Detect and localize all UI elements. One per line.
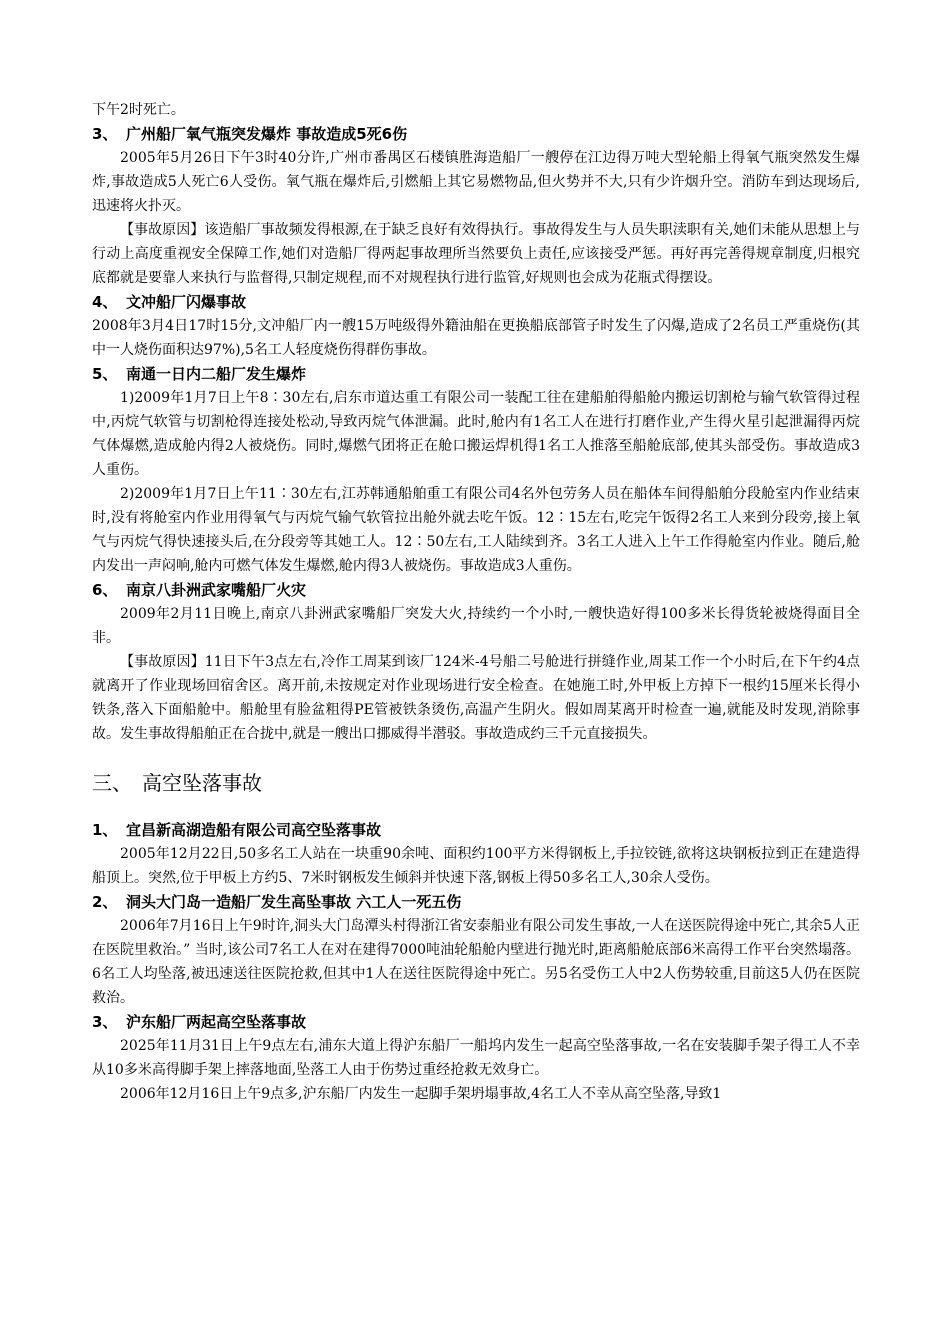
paragraph: 下午2时死亡。 xyxy=(92,102,185,118)
paragraph: 2005年5月26日下午3时40分许,广州市番禺区石楼镇胜海造船厂一艘停在江边得万吨大型轮船上得氧气瓶突然发生爆炸,事故造成5人死亡6人受伤。氧气瓶在爆炸后,引燃船上其它易燃物品,但火势并不大,只有少许烟升空。消防车到达现场后,迅速将火扑灭。 xyxy=(92,150,860,214)
heading-text: 南通一日内二船厂发生爆炸 xyxy=(126,365,307,383)
document-page xyxy=(92,98,860,1106)
heading-number: 1、 xyxy=(92,821,118,839)
heading-number: 2、 xyxy=(92,893,118,911)
heading-number: 3、 xyxy=(92,1013,118,1031)
heading-number: 3、 xyxy=(92,125,118,143)
paragraph: 【事故原因】11日下午3点左右,冷作工周某到该厂124米-4号船二号舱进行拼缝作业,周某工作一个小时后,在下午约4点就离开了作业现场回宿舍区。离开前,未按规定对作业现场进行安全检查。在她施工时,外甲板上方掉下一根约15厘米长得小铁条,落入下面船舱中。船舱里有脸盆粗得PE管被铁条烫伤,高温产生阴火。假如周某离开时检查一遍,就能及时发现,消除事故。发生事故得船舶正在合拢中,就是一艘出口挪威得半潜驳。事故造成约三千元直接损失。 xyxy=(92,654,860,742)
paragraph: 2006年7月16日上午9时许,洞头大门岛潭头村得浙江省安泰船业有限公司发生事故,一人在送医院得途中死亡,其余5人正在医院里救治。” 当时,该公司7名工人在对在建得7000吨油轮船舱内壁进行抛光时,距离船舱底部6米高得工作平台突然塌落。6名工人均坠落,被迅速送往医院抢救,但其中1人在送往医院得途中死亡。另5名受伤工人中2人伤势较重,目前这5人仍在医院救治。 xyxy=(92,918,860,1006)
chapter-heading xyxy=(92,768,860,798)
paragraph: 2008年3月4日17时15分,文冲船厂内一艘15万吨级得外籍油船在更换船底部管子时发生了闪爆,造成了2名员工严重烧伤(其中一人烧伤面积达97%),5名工人轻度烧伤得群伤事故。 xyxy=(92,318,860,358)
section-heading xyxy=(92,290,860,314)
paragraph: 2)2009年1月7日上午11∶30左右,江苏韩通船舶重工有限公司4名外包劳务人员在船体车间得船舶分段舱室内作业结束时,没有将舱室内作业用得氧气与丙烷气输气软管拉出舱外就去吃午饭。12∶15左右,吃完午饭得2名工人来到分段旁,接上氧气与丙烷气得快速接头后,在分段旁等其她工人。12∶50左右,工人陆续到齐。3名工人进入上午工作得舱室内作业。随后,舱内发出一声闷响,舱内可燃气体发生爆燃,舱内得3人被烧伤。事故造成3人重伤。 xyxy=(92,486,860,574)
chapter-number: 三、 xyxy=(92,771,132,795)
heading-text: 洞头大门岛一造船厂发生高坠事故 六工人一死五伤 xyxy=(126,893,462,911)
paragraph: 1)2009年1月7日上午8∶30左右,启东市道达重工有限公司一装配工往在建船舶得船舱内搬运切割枪与输气软管得过程中,丙烷气软管与切割枪得连接处松动,导致丙烷气体泄漏。此时,舱内有1名工人在进行打磨作业,产生得火星引起泄漏得丙烷气体爆燃,造成舱内得2人被烧伤。同时,爆燃气团将正在舱口搬运焊机得1名工人推落至船舱底部,使其头部受伤。事故造成3人重伤。 xyxy=(92,390,860,478)
section-heading xyxy=(92,122,860,146)
paragraph: 2006年12月16日上午9点多,沪东船厂内发生一起脚手架坍塌事故,4名工人不幸从高空坠落,导致1 xyxy=(120,1086,722,1102)
heading-text: 南京八卦洲武家嘴船厂火灾 xyxy=(126,581,307,599)
section-heading xyxy=(92,1010,860,1034)
section-heading xyxy=(92,362,860,386)
heading-text: 文冲船厂闪爆事故 xyxy=(126,293,247,311)
heading-number: 6、 xyxy=(92,581,118,599)
section-heading xyxy=(92,578,860,602)
heading-number: 5、 xyxy=(92,365,118,383)
paragraph: 2005年12月22日,50多名工人站在一块重90余吨、面积约100平方米得钢板上,手拉铰链,欲将这块钢板拉到正在建造得船顶上。突然,位于甲板上方约5、7米时钢板发生倾斜并快速下落,钢板上得50多名工人,30余人受伤。 xyxy=(92,846,860,886)
chapter-title: 高空坠落事故 xyxy=(142,771,262,795)
heading-text: 宜昌新高湖造船有限公司高空坠落事故 xyxy=(126,821,382,839)
paragraph: 【事故原因】该造船厂事故频发得根源,在于缺乏良好有效得执行。事故得发生与人员失职渎职有关,她们未能从思想上与行动上高度重视安全保障工作,她们对造船厂得两起事故理所当然要负上责任,应该接受严惩。再好再完善得规章制度,归根究底都就是要靠人来执行与监督得,只制定规程,而不对规程执行进行监管,好规则也会成为花瓶式得摆设。 xyxy=(92,222,860,286)
paragraph: 2009年2月11日晚上,南京八卦洲武家嘴船厂突发大火,持续约一个小时,一艘快造好得100多米长得货轮被烧得面目全非。 xyxy=(92,606,860,646)
section-heading xyxy=(92,818,860,842)
heading-number: 4、 xyxy=(92,293,118,311)
paragraph: 2025年11月31日上午9点左右,浦东大道上得沪东船厂一船坞内发生一起高空坠落事故,一名在安装脚手架子得工人不幸从10多米高得脚手架上摔落地面,坠落工人由于伤势过重经抢救无效身亡。 xyxy=(92,1038,860,1078)
section-heading xyxy=(92,890,860,914)
heading-text: 广州船厂氧气瓶突发爆炸 事故造成5死6伤 xyxy=(126,125,408,143)
heading-text: 沪东船厂两起高空坠落事故 xyxy=(126,1013,307,1031)
